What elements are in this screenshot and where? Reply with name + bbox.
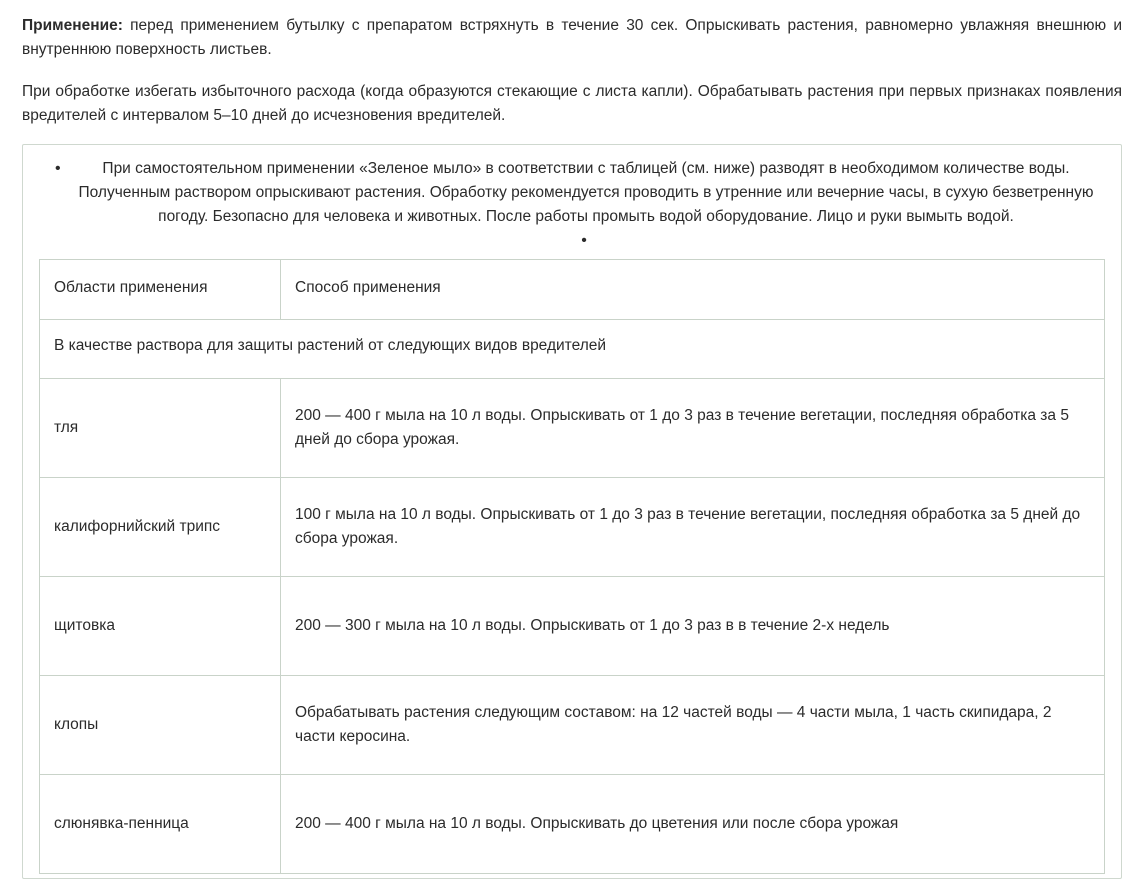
table-header-area: Области применения [40,260,281,320]
table-row [40,774,1105,873]
intro-label: Применение: [22,17,123,34]
table-cell-area: щитовка [40,576,281,675]
intro-paragraph [22,14,1122,62]
table-header-row [40,260,1105,320]
table-cell-area: калифорнийский трипс [40,477,281,576]
table-cell-method: 100 г мыла на 10 л воды. Опрыскивать от 1 до 3 раз в течение вегетации, последняя обработка за 5 дней до сбора урожая. [281,477,1105,576]
table-cell-area: тля [40,378,281,477]
intro-text: перед применением бутылку с препаратом встряхнуть в течение 30 сек. Опрыскивать растения, равномерно увлажняя внешнюю и внутреннюю поверхность листьев. [22,17,1122,59]
second-paragraph: При обработке избегать избыточного расхода (когда образуются стекающие с листа капли). Обрабатывать растения при первых признаках появления вредителей с интервалом 5–10 дней до исчезновения вредителей. [22,83,1122,125]
list-item [63,229,1105,251]
table-cell-method: Обрабатывать растения следующим составом: на 12 частей воды — 4 части мыла, 1 часть скипидара, 2 части керосина. [281,675,1105,774]
table-cell-method: 200 — 400 г мыла на 10 л воды. Опрыскивать до цветения или после сбора урожая [281,774,1105,873]
table-cell-area: слюнявка-пенница [40,774,281,873]
table-row [40,477,1105,576]
table-row [40,576,1105,675]
table-section-row [40,320,1105,378]
table-row [40,378,1105,477]
application-table [39,259,1105,874]
table-cell-area: клопы [40,675,281,774]
callout-content [23,145,1121,878]
table-cell-method: 200 — 300 г мыла на 10 л воды. Опрыскивать от 1 до 3 раз в в течение 2-х недель [281,576,1105,675]
table-header-method: Способ применения [281,260,1105,320]
table-cell-method: 200 — 400 г мыла на 10 л воды. Опрыскивать от 1 до 3 раз в течение вегетации, последняя обработка за 5 дней до сбора урожая. [281,378,1105,477]
table-section-label: В качестве раствора для защиты растений от следующих видов вредителей [40,320,1105,378]
table-row [40,675,1105,774]
callout-bullet-list [39,157,1105,251]
callout-box [22,144,1122,879]
list-item: • При самостоятельном применении «Зеленое мыло» в соответствии с таблицей (см. ниже) разводят в необходимом количестве воды. Полученным раствором опрыскивают растения. Обработку рекомендуется проводить в утренние или вечерние часы, в сухую безветренную погоду. Безопасно для человека и животных. После работы промыть водой оборудование. Лицо и руки вымыть водой. [63,157,1105,229]
